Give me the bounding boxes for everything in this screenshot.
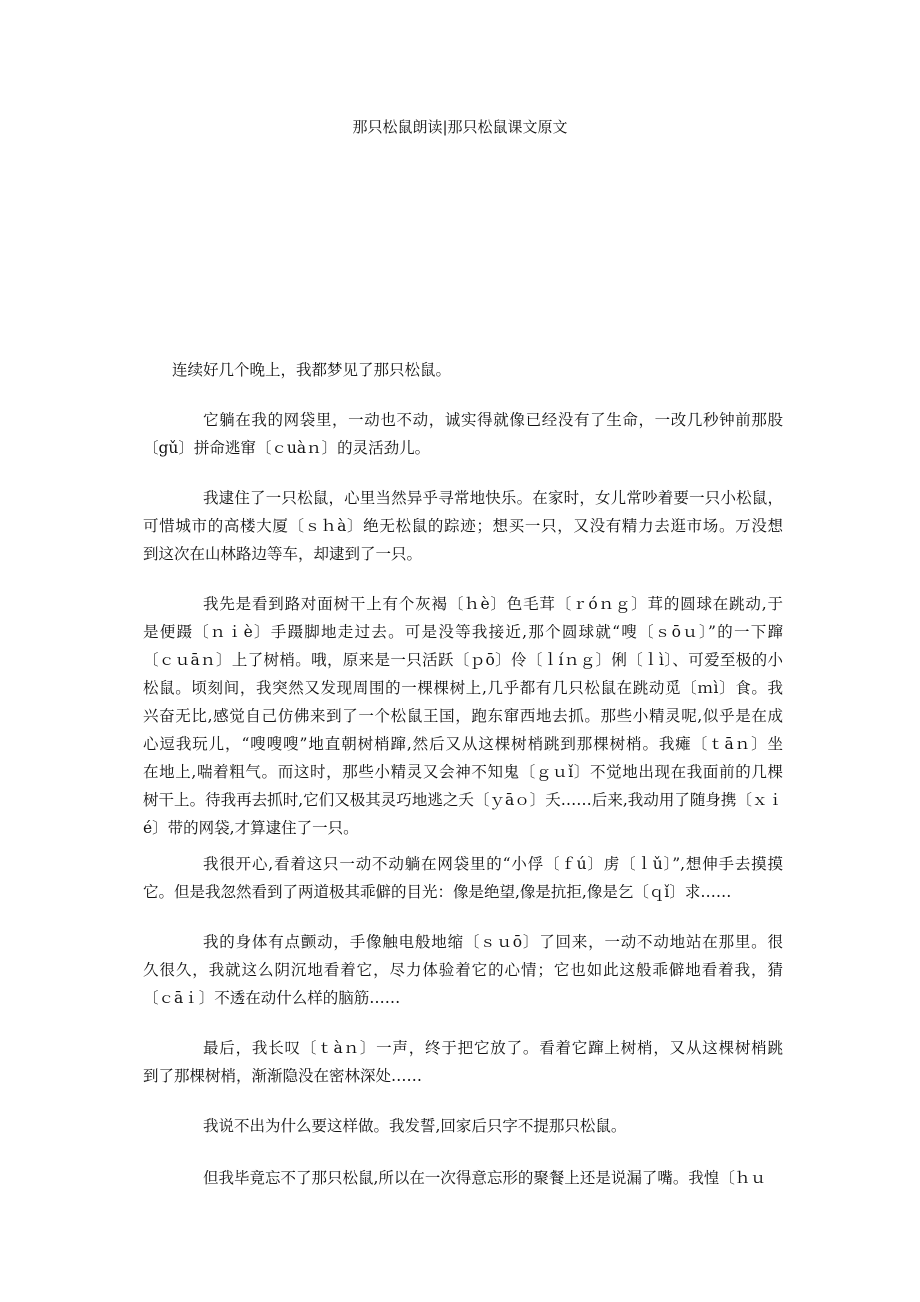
text-line: 但我毕竟忘不了那只松鼠,所以在一次得意忘形的聚餐上还是说漏了嘴。我惶〔ｈｕ — [203, 1169, 766, 1187]
text-line: 它。但是我忽然看到了两道极其乖僻的目光：像是绝望,像是抗拒,像是乞〔ｑǐ〕求…… — [143, 883, 732, 901]
paragraph-3 — [143, 484, 783, 568]
text-line: é〕带的网袋,才算逮住了一只。 — [143, 819, 359, 837]
document-title: 那只松鼠朗读|那只松鼠课文原文 — [352, 118, 568, 136]
text-line: 兴奋无比,感觉自己仿佛来到了一个松鼠王国，跑东窜西地去抓。那些小精灵呢,似乎是在成 — [143, 707, 783, 725]
text-line: 最后，我长叹〔ｔàｎ〕一声，终于把它放了。看着它蹿上树梢，又从这棵树梢跳 — [203, 1039, 783, 1057]
text-line: 是便蹑〔ｎｉè〕手蹑脚地走过去。可是没等我接近,那个圆球就“嗖〔ｓōｕ〕”的一下蹿 — [143, 623, 783, 641]
text-line: 〔gǔ〕拼命逃窜〔ｃuàｎ〕的灵活劲儿。 — [143, 439, 431, 457]
text-line: 到了那棵树梢，渐渐隐没在密林深处…… — [143, 1067, 423, 1085]
text-line: 树干上。待我再去抓时,它们又极其灵巧地逃之夭〔ｙāｏ〕夭……后来,我动用了随身携〔ｘｉ — [143, 791, 783, 809]
paragraph-1 — [143, 356, 783, 384]
text-line: 我先是看到路对面树干上有个灰褐〔ｈè〕色毛茸〔ｒóｎｇ〕茸的圆球在跳动,于 — [203, 595, 783, 613]
text-line: 我逮住了一只松鼠，心里当然异乎寻常地快乐。在家时，女儿常吵着要一只小松鼠， — [203, 489, 783, 507]
text-line: 到这次在山林路边等车，却逮到了一只。 — [143, 545, 423, 563]
text-line: 它躺在我的网袋里，一动也不动，诚实得就像已经没有了生命，一改几秒钟前那股 — [203, 411, 783, 429]
paragraph-8 — [143, 1112, 783, 1140]
text-line: 可惜城市的高楼大厦〔ｓｈà〕绝无松鼠的踪迹；想买一只，又没有精力去逛市场。万没想 — [143, 517, 783, 535]
text-line: 久很久，我就这么阴沉地看着它，尽力体验着它的心情；它也如此这般乖僻地看着我，猜 — [143, 961, 783, 979]
paragraph-9 — [143, 1164, 783, 1192]
text-line: 我说不出为什么要这样做。我发誓,回家后只字不提那只松鼠。 — [203, 1117, 627, 1135]
paragraph-5 — [143, 850, 783, 906]
text-line: 〔ｃāｉ〕不透在动什么样的脑筋…… — [143, 989, 401, 1007]
text-line: 在地上,喘着粗气。而这时，那些小精灵又会神不知鬼〔ｇｕǐ〕不觉地出现在我面前的几棵 — [143, 763, 783, 781]
text-line: 我很开心,看着这只一动不动躺在网袋里的“小俘〔ｆú〕虏〔ｌǔ〕”,想伸手去摸摸 — [203, 855, 783, 873]
text-line: 心逗我玩儿，“嗖嗖嗖”地直朝树梢蹿,然后又从这棵树梢跳到那棵树梢。我瘫〔ｔāｎ〕坐 — [143, 735, 783, 753]
text-line: 〔ｃｕāｎ〕上了树梢。哦，原来是一只活跃〔ｐō〕伶〔ｌíｎｇ〕俐〔ｌì〕、可爱至极的小 — [143, 651, 783, 669]
paragraph-2 — [143, 406, 783, 462]
text-line: 连续好几个晚上，我都梦见了那只松鼠。 — [172, 361, 452, 379]
paragraph-7 — [143, 1034, 783, 1090]
text-line: 松鼠。顷刻间，我突然又发现周围的一棵棵树上,几乎都有几只松鼠在跳动觅〔ｍì〕食。我 — [143, 679, 783, 697]
paragraph-4 — [143, 590, 783, 842]
text-line: 我的身体有点颤动，手像触电般地缩〔ｓｕō〕了回来，一动不动地站在那里。很 — [203, 933, 783, 951]
paragraph-6 — [143, 928, 783, 1012]
